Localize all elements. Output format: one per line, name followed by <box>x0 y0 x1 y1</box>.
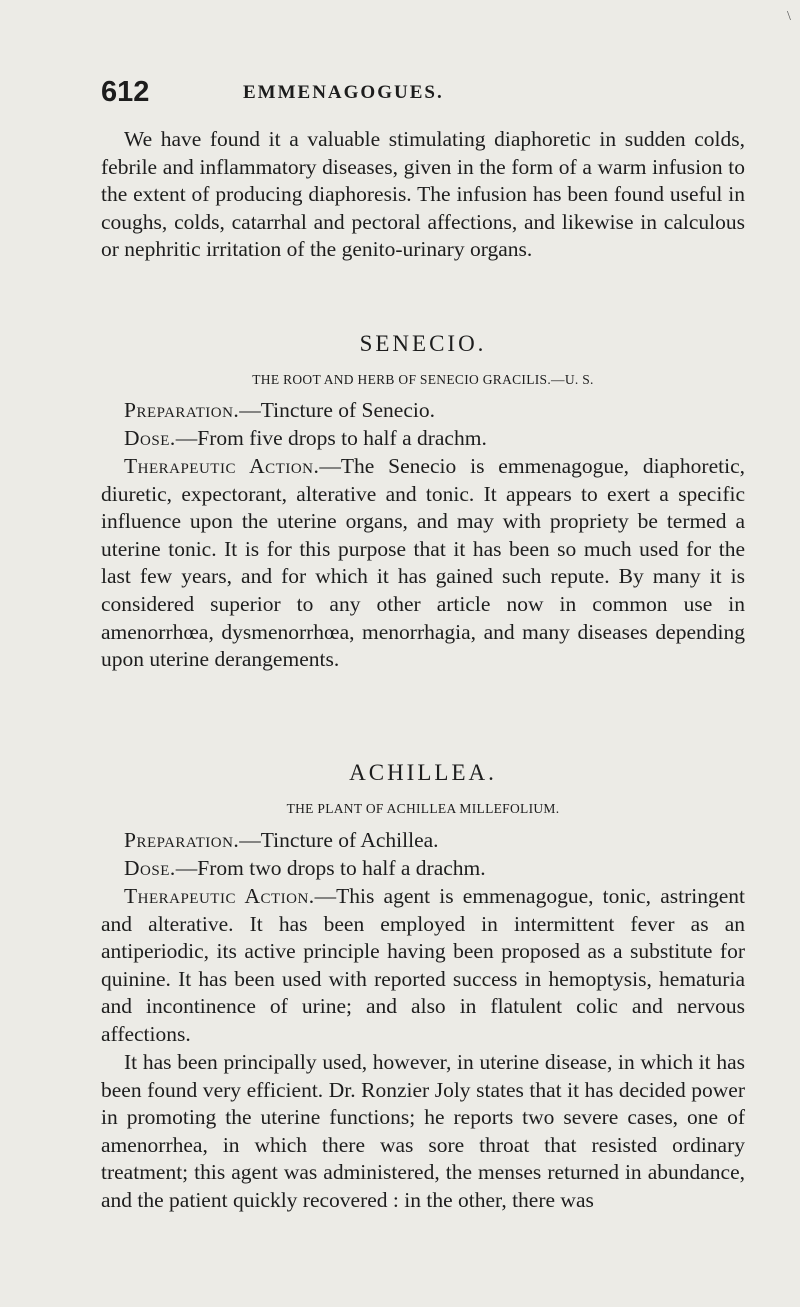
therapeutic-action-label: Therapeutic Action. <box>124 884 315 908</box>
senecio-preparation <box>101 397 745 425</box>
therapeutic-action-label: Therapeutic Action. <box>124 454 320 478</box>
senecio-dose <box>101 425 745 453</box>
running-head: EMMENAGOGUES. <box>243 82 444 103</box>
page-number: 612 <box>101 76 150 108</box>
senecio-therapeutic-action <box>101 453 745 674</box>
corner-mark: \ <box>787 9 791 24</box>
preparation-text: —Tincture of Achillea. <box>239 828 439 852</box>
preparation-label: Preparation. <box>124 828 240 852</box>
preparation-text: —Tincture of Senecio. <box>239 398 435 422</box>
therapeutic-action-text: —The Senecio is emmenagogue, diaphoretic, diuretic, expectorant, alterative and tonic. It appears to exert a specific influence upon the uterine organs, and may with propriety be termed a uterine tonic. It is for this purpose that it has been so much used for the last few years, and for which it has gained such repute. By many it is considered superior to any other article now in common use in amenorrhœa, dysmenorrhœa, menorrhagia, and many diseases depending upon uterine derangements. <box>101 454 745 672</box>
dose-text: —From two drops to half a drachm. <box>175 856 486 880</box>
therapeutic-action-text: —This agent is emmenagogue, tonic, astringent and alterative. It has been employed in intermittent fever as an antiperiodic, its active principle having been proposed as a substitute for quinine. It has been used with reported success in hemoptysis, hematuria and incontinence of urine; and also in flatulent colic and nervous affections. <box>101 884 745 1046</box>
achillea-therapeutic-action <box>101 883 745 1049</box>
section-subtitle-achillea: THE PLANT OF ACHILLEA MILLEFOLIUM. <box>286 801 560 816</box>
intro-paragraph: We have found it a valuable stimulating diaphoretic in sudden colds, febrile and inflammatory diseases, given in the form of a warm infusion to the extent of producing diaphoresis. The infusion has been found useful in coughs, colds, catarrhal and pectoral affections, and likewise in calculous or nephritic irritation of the genito-urinary organs. <box>101 127 745 262</box>
achillea-preparation <box>101 827 745 855</box>
dose-label: Dose. <box>124 426 176 450</box>
achillea-dose <box>101 855 745 883</box>
section-title-senecio: SENECIO. <box>359 331 487 356</box>
section-subtitle-senecio: THE ROOT AND HERB OF SENECIO GRACILIS.—U. S. <box>252 372 594 387</box>
achillea-closing-paragraph: It has been principally used, however, in uterine disease, in which it has been found very efficient. Dr. Ronzier Joly states that it has decided power in promoting the uterine functions; he reports two severe cases, one of amenorrhea, in which there was sore throat that resisted ordinary treatment; this agent was administered, the menses returned in abundance, and the patient quickly recovered : in the other, there was <box>101 1050 745 1212</box>
section-title-achillea: ACHILLEA. <box>349 760 497 785</box>
preparation-label: Preparation. <box>124 398 240 422</box>
dose-text: —From five drops to half a drachm. <box>175 426 487 450</box>
dose-label: Dose. <box>124 856 176 880</box>
page-header <box>101 76 751 116</box>
